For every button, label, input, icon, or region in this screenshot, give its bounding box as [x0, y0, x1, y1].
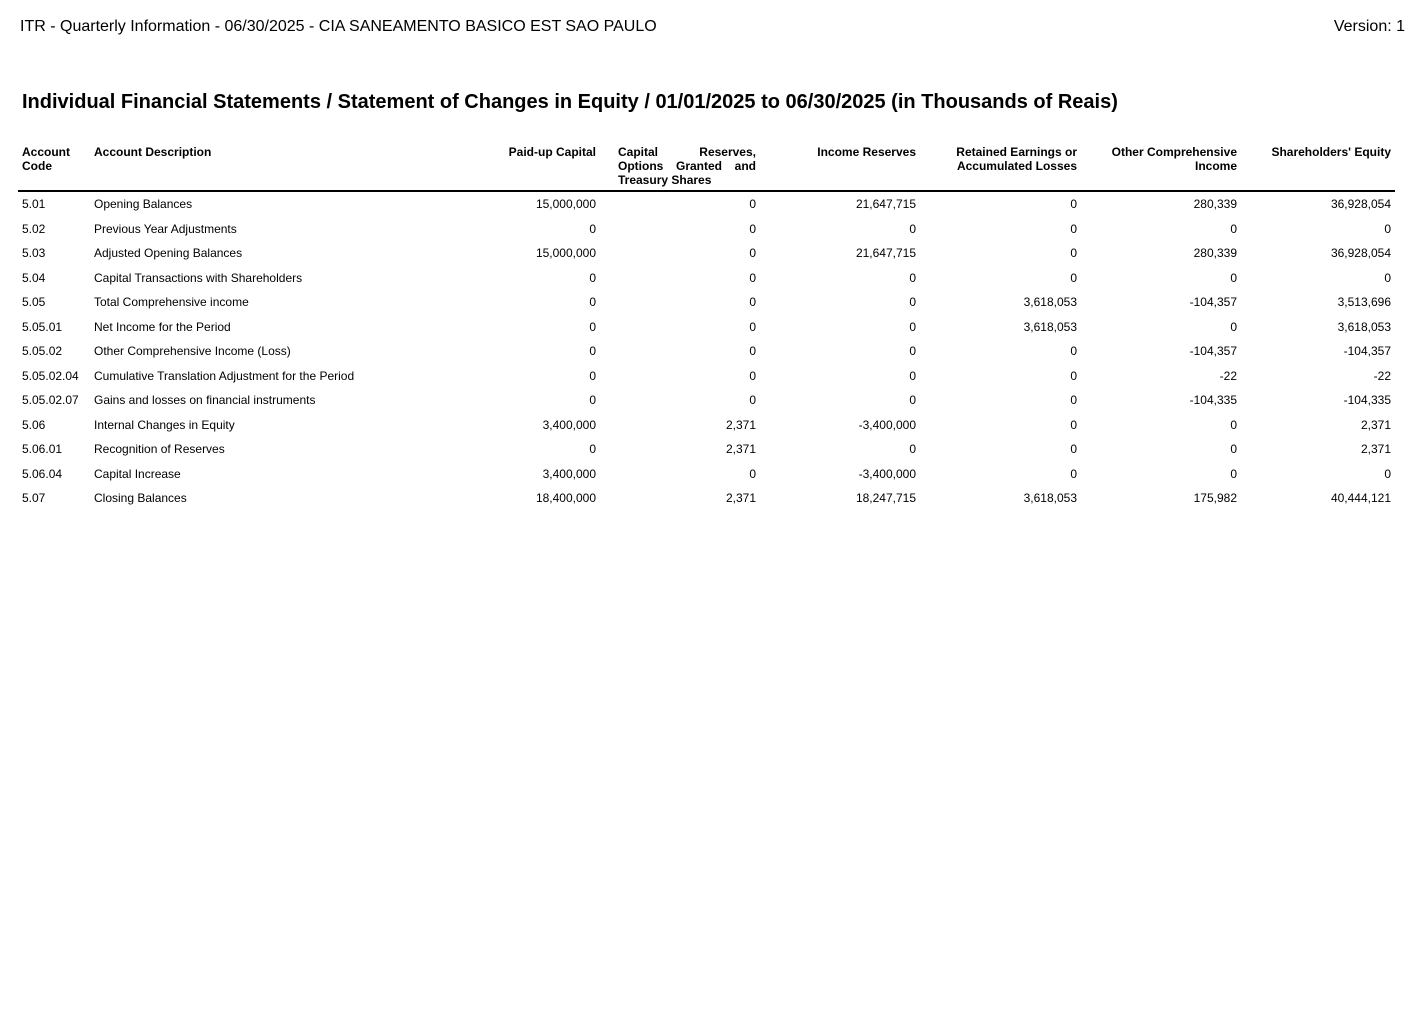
cell-retained-earnings: 3,618,053	[1023, 295, 1077, 310]
cell-shareholders-equity: 3,513,696	[1337, 295, 1391, 310]
document-title: ITR - Quarterly Information - 06/30/2025 - CIA SANEAMENTO BASICO EST SAO PAULO	[20, 18, 657, 35]
cell-capital-reserves: 0	[749, 246, 756, 261]
cell-account-description: Closing Balances	[94, 491, 187, 506]
cell-retained-earnings: 0	[1070, 246, 1077, 261]
column-header-paid-up-capital: Paid-up Capital	[485, 143, 600, 191]
cell-retained-earnings: 0	[1070, 270, 1077, 285]
equity-changes-table	[18, 143, 1395, 511]
cell-other-comprehensive-income: 0	[1230, 466, 1237, 481]
table-row	[18, 339, 1395, 364]
cell-shareholders-equity: -104,335	[1343, 393, 1391, 408]
cell-other-comprehensive-income: -22	[1219, 368, 1237, 383]
cell-capital-reserves: 2,371	[725, 491, 756, 506]
cell-other-comprehensive-income: 0	[1230, 270, 1237, 285]
cell-retained-earnings: 3,618,053	[1023, 491, 1077, 506]
cell-retained-earnings: 0	[1070, 466, 1077, 481]
table-row	[18, 437, 1395, 462]
cell-other-comprehensive-income: 0	[1230, 221, 1237, 236]
cell-capital-reserves: 0	[749, 319, 756, 334]
cell-shareholders-equity: 2,371	[1360, 417, 1391, 432]
cell-account-description: Gains and losses on financial instruments	[94, 393, 316, 408]
cell-shareholders-equity: 0	[1384, 221, 1391, 236]
cell-paid-up-capital: 0	[589, 319, 596, 334]
table-row	[18, 364, 1395, 389]
column-header-retained-earnings: Retained Earnings or Accumulated Losses	[920, 143, 1081, 191]
cell-account-code: 5.06.01	[22, 442, 63, 457]
cell-income-reserves: 0	[909, 270, 916, 285]
cell-capital-reserves: 0	[749, 466, 756, 481]
cell-paid-up-capital: 0	[589, 295, 596, 310]
cell-paid-up-capital: 18,400,000	[535, 491, 596, 506]
cell-account-code: 5.05.02.04	[22, 368, 79, 383]
cell-capital-reserves: 0	[749, 368, 756, 383]
cell-shareholders-equity: 36,928,054	[1330, 197, 1391, 212]
cell-paid-up-capital: 0	[589, 368, 596, 383]
column-header-capital-reserves: Capital Reserves, Options Granted and Treasury Shares	[600, 143, 760, 191]
cell-account-description: Total Comprehensive income	[94, 295, 249, 310]
cell-paid-up-capital: 0	[589, 393, 596, 408]
cell-paid-up-capital: 3,400,000	[542, 417, 596, 432]
cell-account-code: 5.06	[22, 417, 46, 432]
table-row	[18, 241, 1395, 266]
cell-account-code: 5.01	[22, 197, 46, 212]
column-header-shareholders-equity: Shareholders' Equity	[1241, 143, 1395, 191]
cell-paid-up-capital: 0	[589, 221, 596, 236]
cell-paid-up-capital: 0	[589, 270, 596, 285]
cell-other-comprehensive-income: 0	[1230, 417, 1237, 432]
cell-capital-reserves: 0	[749, 197, 756, 212]
column-header-account-code: Account Code	[18, 143, 90, 191]
cell-shareholders-equity: 2,371	[1360, 442, 1391, 457]
cell-paid-up-capital: 0	[589, 344, 596, 359]
column-header-other-comprehensive-income: Other Comprehensive Income	[1081, 143, 1241, 191]
cell-other-comprehensive-income: 0	[1230, 319, 1237, 334]
cell-capital-reserves: 0	[749, 270, 756, 285]
cell-account-code: 5.05.02.07	[22, 393, 79, 408]
table-row	[18, 290, 1395, 315]
cell-retained-earnings: 0	[1070, 417, 1077, 432]
cell-retained-earnings: 0	[1070, 393, 1077, 408]
version-label: Version: 1	[1333, 18, 1405, 35]
cell-account-description: Previous Year Adjustments	[94, 221, 237, 236]
cell-income-reserves: 21,647,715	[855, 197, 916, 212]
table-row	[18, 462, 1395, 487]
cell-income-reserves: 0	[909, 344, 916, 359]
table-row	[18, 315, 1395, 340]
cell-paid-up-capital: 15,000,000	[535, 246, 596, 261]
cell-income-reserves: 0	[909, 319, 916, 334]
cell-paid-up-capital: 0	[589, 442, 596, 457]
statement-title: Individual Financial Statements / Statement of Changes in Equity / 01/01/2025 to 06/30/2025 (in Thousands of Reais)	[22, 91, 1118, 113]
cell-other-comprehensive-income: 280,339	[1193, 246, 1237, 261]
cell-paid-up-capital: 15,000,000	[535, 197, 596, 212]
cell-shareholders-equity: 3,618,053	[1337, 319, 1391, 334]
cell-paid-up-capital: 3,400,000	[542, 466, 596, 481]
cell-account-code: 5.07	[22, 491, 46, 506]
cell-retained-earnings: 0	[1070, 197, 1077, 212]
page-header	[20, 18, 1405, 40]
cell-retained-earnings: 0	[1070, 368, 1077, 383]
cell-capital-reserves: 0	[749, 221, 756, 236]
cell-shareholders-equity: 40,444,121	[1330, 491, 1391, 506]
cell-account-code: 5.05.01	[22, 319, 63, 334]
cell-capital-reserves: 0	[749, 393, 756, 408]
cell-other-comprehensive-income: 0	[1230, 442, 1237, 457]
cell-account-description: Recognition of Reserves	[94, 442, 225, 457]
cell-account-description: Capital Transactions with Shareholders	[94, 270, 303, 285]
cell-other-comprehensive-income: 280,339	[1193, 197, 1237, 212]
cell-account-description: Opening Balances	[94, 197, 193, 212]
cell-account-description: Net Income for the Period	[94, 319, 231, 334]
cell-income-reserves: 21,647,715	[855, 246, 916, 261]
cell-other-comprehensive-income: 175,982	[1193, 491, 1237, 506]
cell-capital-reserves: 2,371	[725, 417, 756, 432]
cell-shareholders-equity: 0	[1384, 466, 1391, 481]
cell-account-description: Adjusted Opening Balances	[94, 246, 243, 261]
cell-income-reserves: 0	[909, 442, 916, 457]
column-header-income-reserves: Income Reserves	[760, 143, 920, 191]
table-row	[18, 413, 1395, 438]
table-header-row	[18, 143, 1395, 191]
table-row	[18, 486, 1395, 511]
table-body	[18, 191, 1395, 511]
cell-income-reserves: 0	[909, 368, 916, 383]
cell-shareholders-equity: -22	[1373, 368, 1391, 383]
table-row	[18, 266, 1395, 291]
cell-account-description: Internal Changes in Equity	[94, 417, 235, 432]
cell-income-reserves: -3,400,000	[858, 466, 916, 481]
cell-shareholders-equity: 36,928,054	[1330, 246, 1391, 261]
cell-income-reserves: -3,400,000	[858, 417, 916, 432]
cell-shareholders-equity: 0	[1384, 270, 1391, 285]
cell-retained-earnings: 3,618,053	[1023, 319, 1077, 334]
cell-other-comprehensive-income: -104,357	[1189, 344, 1237, 359]
cell-account-code: 5.04	[22, 270, 46, 285]
cell-capital-reserves: 0	[749, 344, 756, 359]
cell-account-code: 5.06.04	[22, 466, 63, 481]
cell-capital-reserves: 2,371	[725, 442, 756, 457]
cell-capital-reserves: 0	[749, 295, 756, 310]
cell-other-comprehensive-income: -104,357	[1189, 295, 1237, 310]
cell-income-reserves: 0	[909, 221, 916, 236]
cell-retained-earnings: 0	[1070, 344, 1077, 359]
cell-shareholders-equity: -104,357	[1343, 344, 1391, 359]
cell-other-comprehensive-income: -104,335	[1189, 393, 1237, 408]
cell-retained-earnings: 0	[1070, 221, 1077, 236]
table-row	[18, 191, 1395, 217]
column-header-account-description: Account Description	[90, 143, 485, 191]
cell-account-description: Capital Increase	[94, 466, 181, 481]
cell-account-description: Cumulative Translation Adjustment for the Period	[94, 368, 355, 383]
cell-account-code: 5.05.02	[22, 344, 63, 359]
cell-account-code: 5.03	[22, 246, 46, 261]
cell-income-reserves: 0	[909, 393, 916, 408]
cell-account-code: 5.05	[22, 295, 46, 310]
table-row	[18, 388, 1395, 413]
table-row	[18, 217, 1395, 242]
cell-retained-earnings: 0	[1070, 442, 1077, 457]
cell-account-description: Other Comprehensive Income (Loss)	[94, 344, 291, 359]
cell-income-reserves: 0	[909, 295, 916, 310]
cell-income-reserves: 18,247,715	[855, 491, 916, 506]
cell-account-code: 5.02	[22, 221, 46, 236]
